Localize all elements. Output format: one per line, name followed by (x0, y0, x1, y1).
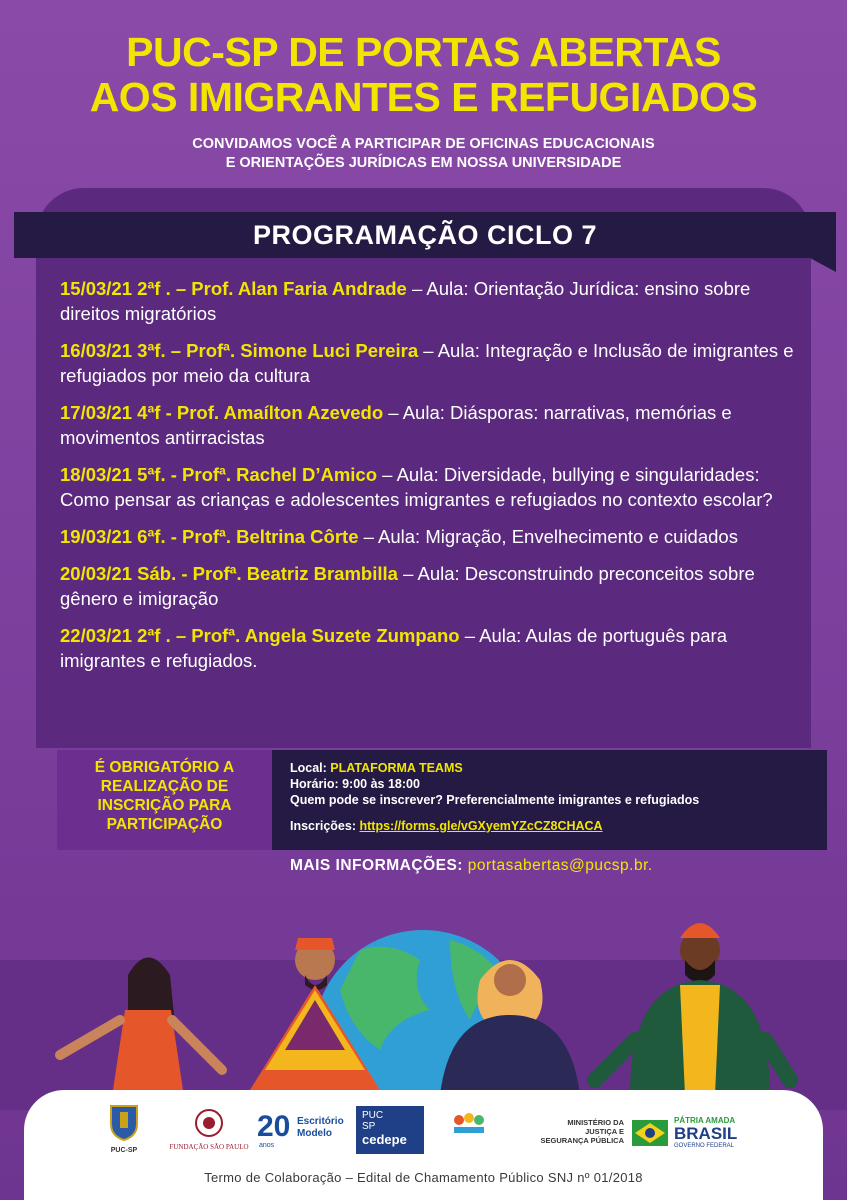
page-title (0, 30, 847, 120)
item-date-professor: 15/03/21 2ªf . – Prof. Alan Faria Andrade (60, 278, 407, 299)
governo-federal-text: GOVERNO FEDERAL (674, 1143, 735, 1149)
event-info (290, 760, 820, 834)
cedepe-puc: PUC (362, 1110, 384, 1121)
schedule-list (60, 276, 800, 685)
inscricoes-line (290, 818, 820, 834)
patria-amada-text: PÁTRIA AMADA (674, 1116, 736, 1125)
item-description: – Aula: Integração e Inclusão de imigrantes e refugiados por meio da cultura (60, 340, 794, 386)
list-item (60, 561, 800, 611)
list-item (60, 338, 800, 388)
item-date-professor: 19/03/21 6ªf. - Profª. Beltrina Côrte (60, 526, 359, 547)
item-date-professor: 22/03/21 2ªf . – Profª. Angela Suzete Zumpano (60, 625, 460, 646)
item-description: – Aula: Diásporas: narrativas, memórias e movimentos antirracistas (60, 402, 732, 448)
local-label: Local: (290, 761, 331, 775)
item-date-professor: 17/03/21 4ªf - Prof. Amaílton Azevedo (60, 402, 384, 423)
list-item (60, 276, 800, 326)
notice-line: REALIZAÇÃO DE (100, 778, 229, 795)
notice-line: PARTICIPAÇÃO (106, 816, 223, 833)
governo-federal-logo (632, 1116, 782, 1156)
horario-line: Horário: 9:00 às 18:00 (290, 777, 420, 791)
escritorio-years: 20 (257, 1110, 291, 1143)
list-item (60, 400, 800, 450)
local-line (290, 760, 820, 776)
ministerio-logo (539, 1118, 624, 1145)
registration-required-notice (57, 750, 272, 850)
notice-line: INSCRIÇÃO PARA (97, 797, 232, 814)
inscricoes-label: Inscrições: (290, 819, 360, 833)
footer (24, 1090, 823, 1200)
children-icon (449, 1110, 489, 1146)
fundacao-logo (169, 1108, 249, 1151)
escritorio-name: Escritório (297, 1116, 344, 1127)
puc-logo-text: PUC-SP (110, 1147, 138, 1154)
item-description: – Aula: Desconstruindo preconceitos sobre gênero e imigração (60, 563, 755, 609)
notice-line: É OBRIGATÓRIO A (94, 759, 235, 776)
people-globe-illustration (0, 880, 847, 1110)
item-description: – Aula: Aulas de português para imigrantes e refugiados. (60, 625, 727, 671)
ministerio-line: JUSTIÇA E (585, 1127, 624, 1136)
sponsor-logos (24, 1100, 823, 1160)
title-line-1: PUC-SP DE PORTAS ABERTAS (126, 29, 721, 75)
more-info-label: MAIS INFORMAÇÕES: (290, 857, 468, 874)
contact-email-link[interactable]: portasabertas@pucsp.br. (467, 857, 653, 874)
escritorio-modelo-logo (257, 1112, 347, 1152)
ministerio-line: MINISTÉRIO DA (567, 1118, 624, 1127)
fundacao-logo-text: FUNDAÇÃO SÃO PAULO (169, 1143, 249, 1151)
puc-crest-icon (107, 1102, 141, 1142)
subtitle-line-2: E ORIENTAÇÕES JURÍDICAS EM NOSSA UNIVERSIDADE (225, 155, 622, 171)
brazil-flag-icon (632, 1120, 668, 1146)
list-item (60, 623, 800, 673)
registration-link[interactable]: https://forms.gle/vGXyemYZcCZ8CHACA (359, 819, 603, 833)
cedepe-sp: SP (362, 1121, 376, 1132)
brasil-text: BRASIL (674, 1124, 738, 1143)
subtitle-line-1: CONVIDAMOS VOCÊ A PARTICIPAR DE OFICINAS EDUCACIONAIS (192, 136, 655, 152)
item-date-professor: 16/03/21 3ªf. – Profª. Simone Luci Pereira (60, 340, 419, 361)
item-description: – Aula: Orientação Jurídica: ensino sobre direitos migratórios (60, 278, 751, 324)
item-description: – Aula: Diversidade, bullying e singularidades: Como pensar as crianças e adolescentes imigrantes e refugiados no contexto escolar? (60, 464, 773, 510)
fundacao-seal-icon (194, 1108, 224, 1138)
title-line-2: AOS IMIGRANTES E REFUGIADOS (89, 74, 758, 120)
child-rights-logo (449, 1110, 499, 1150)
list-item (60, 462, 800, 512)
more-info (290, 857, 653, 875)
escritorio-anos: anos (259, 1142, 275, 1149)
puc-sp-logo (104, 1102, 144, 1154)
footer-text: Termo de Colaboração – Edital de Chamamento Público SNJ nº 01/2018 (204, 1170, 643, 1185)
ministerio-line: SEGURANÇA PÚBLICA (540, 1136, 624, 1145)
item-date-professor: 20/03/21 Sáb. - Profª. Beatriz Brambilla (60, 563, 398, 584)
subtitle (0, 135, 847, 173)
audience-line: Quem pode se inscrever? Preferencialmente imigrantes e refugiados (290, 793, 700, 807)
item-date-professor: 18/03/21 5ªf. - Profª. Rachel D’Amico (60, 464, 378, 485)
cedepe-logo (356, 1106, 424, 1154)
cedepe-name: cedepe (362, 1132, 407, 1147)
program-heading: PROGRAMAÇÃO CICLO 7 (14, 212, 836, 258)
list-item (60, 524, 800, 549)
item-description: – Aula: Migração, Envelhecimento e cuidados (358, 526, 738, 547)
modelo-name: Modelo (297, 1128, 332, 1139)
local-value: PLATAFORMA TEAMS (330, 761, 463, 775)
